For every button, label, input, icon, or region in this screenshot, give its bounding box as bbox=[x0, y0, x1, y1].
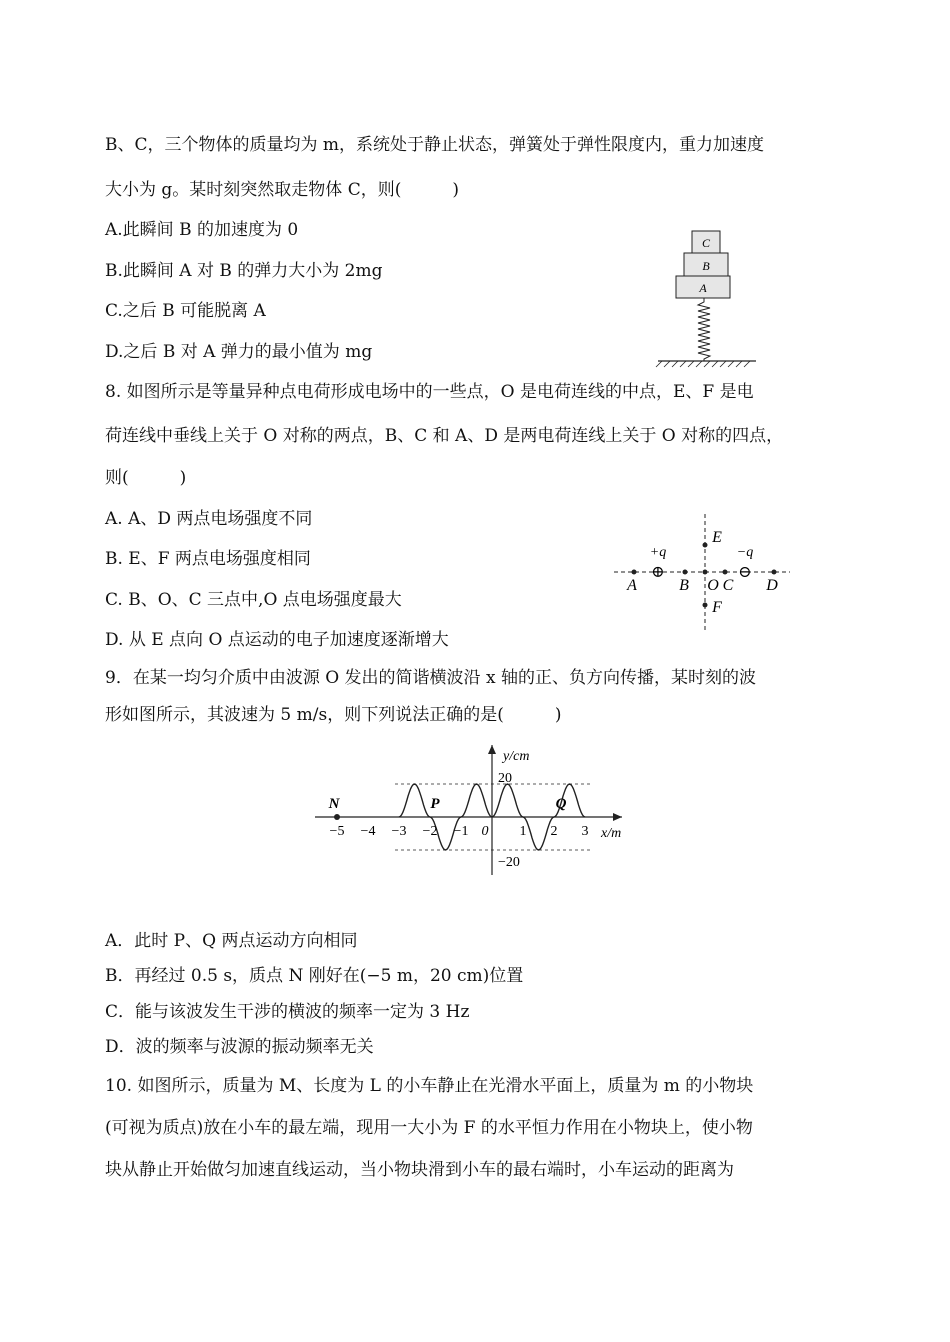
block-c-label: C bbox=[701, 236, 711, 250]
x-tick-label: −4 bbox=[360, 824, 376, 839]
q9-option-a: A．此时 P、Q 两点运动方向相同 bbox=[105, 931, 358, 951]
label-d: D bbox=[766, 577, 778, 594]
q8-stem-line1: 8. 如图所示是等量异种点电荷形成电场中的一些点，O 是电荷连线的中点，E、F 是电 bbox=[105, 382, 754, 402]
q8-option-c: C. B、O、C 三点中,O 点电场强度最大 bbox=[105, 590, 402, 610]
x-tick-label: 3 bbox=[581, 824, 589, 839]
y-axis-arrow bbox=[488, 745, 496, 754]
q7-stem-line1: B、C，三个物体的质量均为 m，系统处于静止状态，弹簧处于弹性限度内，重力加速度 bbox=[105, 135, 765, 155]
x-tick-label: −5 bbox=[329, 824, 345, 839]
x-axis-arrow bbox=[613, 813, 622, 821]
positive-charge-label: +q bbox=[649, 545, 667, 560]
point-n-dot bbox=[334, 814, 340, 820]
q9-wave-chart bbox=[300, 740, 640, 880]
q9-stem-line1: 9．在某一均匀介质中由波源 O 发出的简谐横波沿 x 轴的正、负方向传播，某时刻的波 bbox=[105, 668, 756, 688]
q8-stem-line2: 荷连线中垂线上关于 O 对称的两点，B、C 和 A、D 是两电荷连线上关于 O 对称的四点， bbox=[105, 426, 784, 446]
q7-stem-line2: 大小为 g。某时刻突然取走物体 C，则( ) bbox=[105, 180, 459, 200]
y-tick-20: 20 bbox=[498, 771, 512, 786]
q8-charges-figure bbox=[612, 512, 792, 632]
label-o: O bbox=[707, 577, 719, 594]
point-e-dot bbox=[703, 543, 708, 548]
q10-stem-line3: 块从静止开始做匀加速直线运动，当小物块滑到小车的最右端时，小车运动的距离为 bbox=[105, 1160, 734, 1180]
x-tick-label: −3 bbox=[391, 824, 407, 839]
q8-option-b: B. E、F 两点电场强度相同 bbox=[105, 549, 311, 569]
label-b: B bbox=[679, 577, 689, 594]
point-a-dot bbox=[632, 570, 637, 575]
label-f: F bbox=[712, 599, 722, 616]
x-axis-label: x/m bbox=[601, 826, 622, 841]
q10-stem-line2: (可视为质点)放在小车的最左端，现用一大小为 F 的水平恒力作用在小物块上，使小物 bbox=[105, 1118, 753, 1138]
q10-stem-line1: 10. 如图所示，质量为 M、长度为 L 的小车静止在光滑水平面上，质量为 m 的小物块 bbox=[105, 1076, 754, 1096]
negative-charge-symbol: ⊖ bbox=[738, 564, 752, 581]
q9-stem-line2: 形如图所示，其波速为 5 m/s，则下列说法正确的是( ) bbox=[105, 705, 562, 725]
point-d-dot bbox=[772, 570, 777, 575]
label-a: A bbox=[627, 577, 637, 594]
point-c-dot bbox=[723, 570, 728, 575]
point-f-dot bbox=[703, 603, 708, 608]
q9-option-d: D．波的频率与波源的振动频率无关 bbox=[105, 1037, 374, 1057]
q9-option-c: C．能与该波发生干涉的横波的频率一定为 3 Hz bbox=[105, 1002, 470, 1022]
q7-option-d: D.之后 B 对 A 弹力的最小值为 mg bbox=[105, 342, 373, 362]
q9-option-b: B．再经过 0.5 s，质点 N 刚好在(−5 m，20 cm)位置 bbox=[105, 966, 524, 986]
y-axis-label: y/cm bbox=[503, 749, 530, 764]
q7-spring-blocks-figure bbox=[650, 225, 765, 370]
label-c: C bbox=[722, 577, 734, 594]
x-tick-label: 2 bbox=[550, 824, 558, 839]
point-label-n: N bbox=[328, 796, 340, 812]
q7-option-c: C.之后 B 可能脱离 A bbox=[105, 301, 266, 321]
negative-charge-label: −q bbox=[736, 545, 754, 560]
positive-charge-symbol: ⊕ bbox=[651, 564, 665, 581]
x-tick-label: 0 bbox=[481, 824, 489, 839]
x-tick-label: 1 bbox=[519, 824, 527, 839]
point-label-q: Q bbox=[555, 796, 567, 812]
spring bbox=[698, 298, 710, 361]
x-tick-labels bbox=[330, 824, 589, 839]
label-e: E bbox=[712, 529, 722, 546]
x-tick-label: −1 bbox=[453, 824, 469, 839]
point-o-dot bbox=[703, 570, 708, 575]
q7-option-a: A.此瞬间 B 的加速度为 0 bbox=[105, 220, 299, 240]
x-tick-label: −2 bbox=[422, 824, 438, 839]
point-label-p: P bbox=[430, 796, 440, 812]
block-b-label: B bbox=[702, 259, 710, 273]
block-a-label: A bbox=[699, 281, 707, 295]
q8-option-d: D. 从 E 点向 O 点运动的电子加速度逐渐增大 bbox=[105, 630, 449, 650]
q8-option-a: A. A、D 两点电场强度不同 bbox=[105, 509, 313, 529]
q7-option-b: B.此瞬间 A 对 B 的弹力大小为 2mg bbox=[105, 261, 383, 281]
ground-hatch bbox=[656, 361, 750, 367]
q8-stem-line3: 则( ) bbox=[105, 468, 187, 488]
y-tick-minus20: −20 bbox=[498, 855, 520, 870]
point-b-dot bbox=[683, 570, 688, 575]
